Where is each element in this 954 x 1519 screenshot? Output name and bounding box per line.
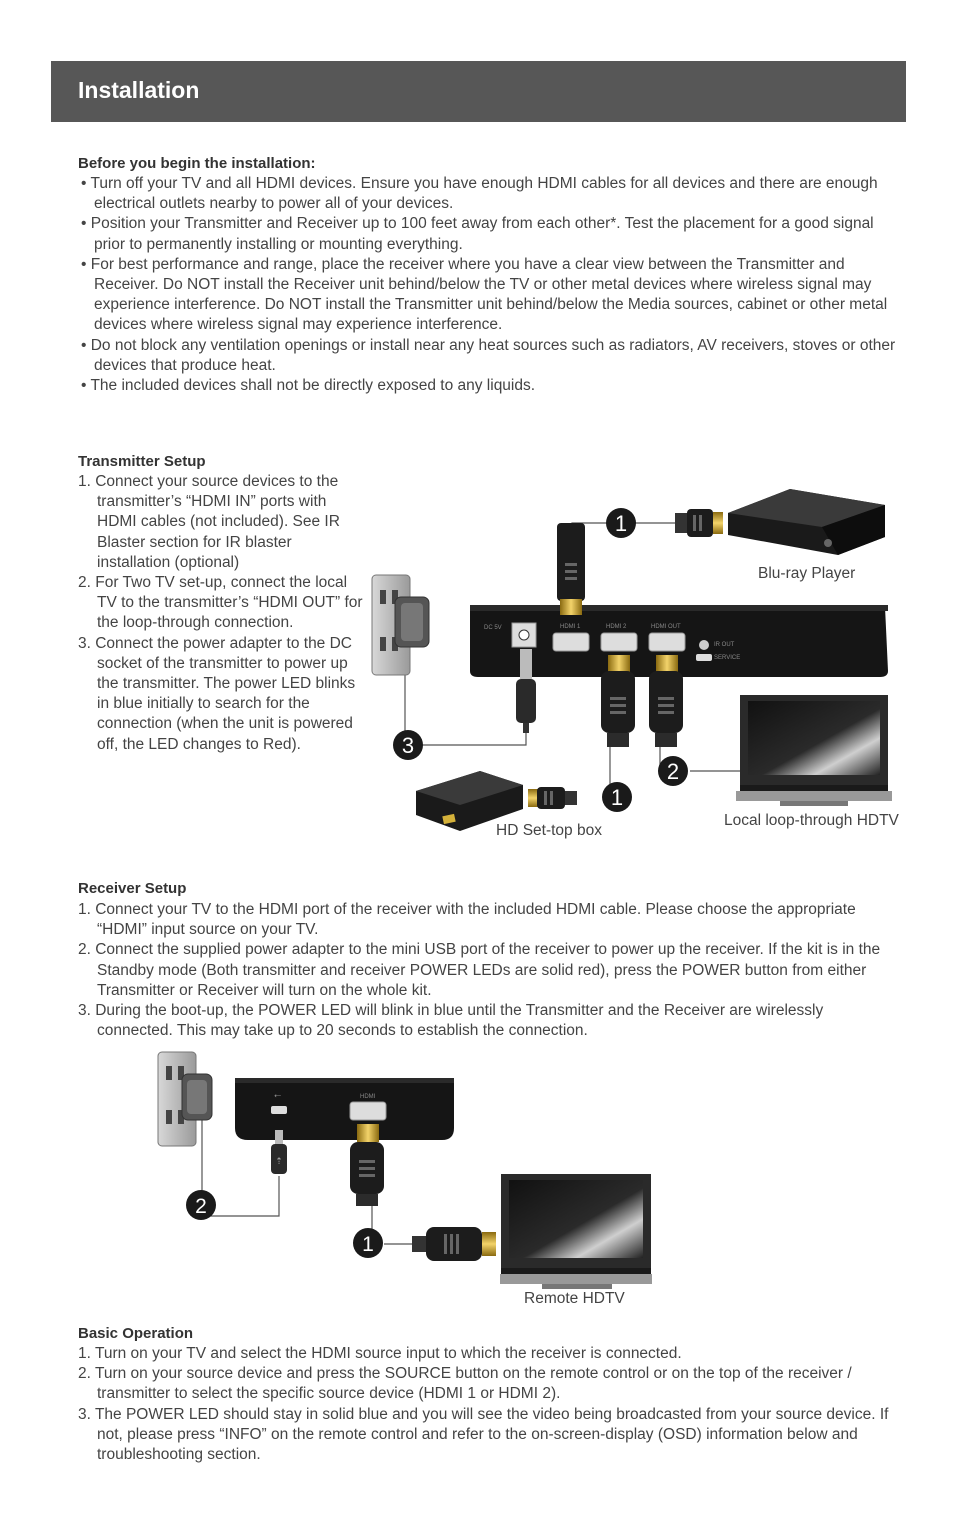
transmitter-step-1: 1. Connect your source devices to the transmitter’s “HDMI IN” ports with HDMI cables (not included). See IR Blaster section for IR blaster installation (optional) <box>78 473 340 571</box>
bluray-hdmi-plug <box>675 509 723 537</box>
transmitter-title: Transmitter Setup <box>78 453 206 470</box>
settop-label: HD Set-top box <box>496 822 602 839</box>
before-bullet-1: • Turn off your TV and all HDMI devices. Ensure you have enough HDMI cables for all devices and there are enough electrical outlets nearby to power all of your devices. <box>81 175 878 213</box>
transmitter-step-3: 3. Connect the power adapter to the DC socket of the transmitter to power up the transmitter. The power LED blinks in blue initially to search for the connection (when the unit is powered off, the LED changes to Red). <box>78 634 356 753</box>
port-label-hdmi2: HDMI 2 <box>606 624 627 630</box>
before-list <box>78 174 900 396</box>
receiver-step-3: 3. During the boot-up, the POWER LED will blink in blue until the Transmitter and the Receiver are wirelessly connected. This may take up to 20 seconds to establish the connection. <box>78 1002 824 1040</box>
port-label-ir-out: IR OUT <box>714 642 735 648</box>
hdtv-label: Local loop-through HDTV <box>724 812 899 829</box>
section-header <box>51 61 906 122</box>
before-bullet-3: • For best performance and range, place the receiver where you have a clear view between the Transmitter and Receiver. Do NOT install the Receiver unit behind/below the TV or other metal devices where wireless signal may experience interference. Do NOT install the Transmitter unit behind/below the Media sources, cabinet or other metal devices where wireless signal may experience interference. <box>81 255 888 334</box>
port-label-hdmi1: HDMI 1 <box>560 624 581 630</box>
receiver-steps <box>78 900 900 1041</box>
bluray-label: Blu-ray Player <box>758 565 856 582</box>
receiver-title: Receiver Setup <box>78 880 187 897</box>
port-label-usb: ⭠ <box>274 1090 282 1100</box>
callout-3 <box>393 730 423 760</box>
basic-step-2: 2. Turn on your source device and press the SOURCE button on the remote control or on the top of the receiver / transmitter to select the specific source device (HDMI 1 or HDMI 2). <box>78 1365 852 1403</box>
receiver-diagram <box>150 1048 670 1298</box>
before-title: Before you begin the installation: <box>78 155 316 172</box>
transmitter-diagram <box>360 475 920 845</box>
basic-step-3: 3. The POWER LED should stay in solid blue and you will see the video being broadcasted from your source device. If not, please press “INFO” on the remote control and refer to the on-screen-display (OSD) information below and troubleshooting section. <box>78 1405 889 1464</box>
remote-hdtv-label: Remote HDTV <box>524 1290 625 1307</box>
basic-title: Basic Operation <box>78 1325 194 1342</box>
before-bullet-4: • Do not block any ventilation openings or install near any heat sources such as radiators, AV receivers, stoves or other devices that produce heat. <box>81 336 896 374</box>
svg-text:1: 1 <box>614 511 628 536</box>
callout-1-top <box>606 508 636 538</box>
receiver-step-1: 1. Connect your TV to the HDMI port of the receiver with the included HDMI cable. Please choose the appropriate “HDMI” input source on your TV. <box>78 901 856 939</box>
local-hdtv-icon <box>736 695 892 806</box>
svg-text:1: 1 <box>610 785 624 810</box>
port-label-dc: DC 5V <box>484 625 502 631</box>
receiver-unit <box>235 1078 454 1140</box>
port-label-hdmi: HDMI <box>360 1094 376 1100</box>
settop-hdmi-plug <box>528 787 577 809</box>
transmitter-unit <box>470 605 888 677</box>
basic-step-1: 1. Turn on your TV and select the HDMI source input to which the receiver is connected. <box>78 1345 682 1362</box>
svg-text:2: 2 <box>666 759 680 784</box>
receiver-callout-1 <box>353 1228 383 1258</box>
port-label-hdmi-out: HDMI OUT <box>651 624 681 630</box>
svg-text:1: 1 <box>362 1233 374 1256</box>
callout-2 <box>658 756 688 786</box>
before-bullet-2: • Position your Transmitter and Receiver up to 100 feet away from each other*. Test the placement for a good signal prior to permanently installing or mounting everything. <box>81 215 874 253</box>
wall-outlet-icon <box>372 575 429 675</box>
bluray-player-icon <box>728 489 885 555</box>
receiver-step-2: 2. Connect the supplied power adapter to the mini USB port of the receiver to power up the receiver. If the kit is in the Standby mode (Both transmitter and receiver POWER LEDs are solid red), press the POWER button from either Transmitter or Receiver will turn on the whole kit. <box>78 941 881 999</box>
remote-hdtv-icon <box>500 1174 652 1289</box>
page-title: Installation <box>78 77 200 103</box>
tv-hdmi-plug <box>412 1227 496 1261</box>
transmitter-step-2: 2. For Two TV set-up, connect the local TV to the transmitter’s “HDMI OUT” for the loop-through connection. <box>78 574 363 632</box>
before-bullet-5: • The included devices shall not be directly exposed to any liquids. <box>81 377 536 395</box>
transmitter-steps <box>78 472 363 755</box>
basic-steps <box>78 1344 900 1465</box>
port-label-service: SERVICE <box>714 655 741 661</box>
svg-text:3: 3 <box>401 733 415 758</box>
svg-text:2: 2 <box>195 1195 207 1218</box>
wall-outlet-icon-receiver <box>158 1052 212 1146</box>
callout-1-bottom <box>602 782 632 812</box>
receiver-callout-2 <box>186 1190 216 1220</box>
svg-text:⇡: ⇡ <box>275 1156 283 1166</box>
hdmi-cable-top <box>557 523 585 615</box>
